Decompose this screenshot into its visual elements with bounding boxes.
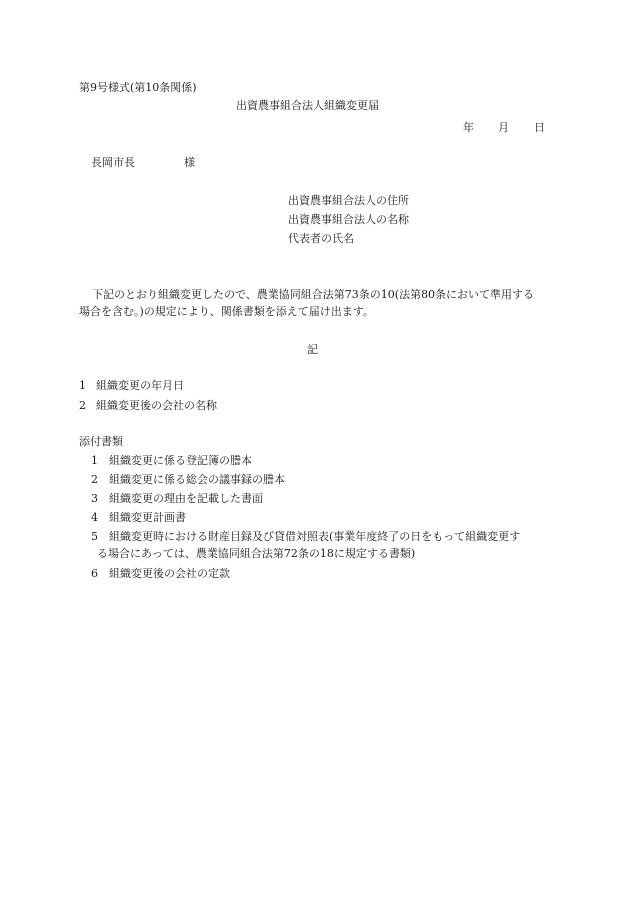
list-item <box>91 491 263 507</box>
item-text: 組織変更の年月日 <box>96 379 184 392</box>
date-day: 日 <box>534 121 545 134</box>
item-text: 組織変更後の会社の名称 <box>96 399 217 412</box>
attachments-heading: 添付書類 <box>79 435 123 448</box>
attachment-number: 5 <box>91 530 98 543</box>
representative-label: 代表者の氏名 <box>288 232 354 245</box>
attachment-text: 組織変更の理由を記載した書面 <box>109 492 263 505</box>
ki-heading: 記 <box>307 343 318 356</box>
attachment-text: 組織変更後の会社の定款 <box>109 567 230 580</box>
attachment-number: 1 <box>91 454 98 467</box>
attachment-continuation: る場合にあっては、農業協同組合法第72条の18に規定する書類) <box>97 547 416 560</box>
document-title: 出資農事組合法人組織変更届 <box>236 99 379 112</box>
list-item <box>91 529 520 545</box>
attachment-text: 組織変更に係る登記簿の謄本 <box>109 454 252 467</box>
form-label: 第9号様式(第10条関係) <box>79 81 197 94</box>
applicant-name-label: 出資農事組合法人の名称 <box>288 213 409 226</box>
addressee-name: 長岡市長 <box>91 156 135 169</box>
attachment-number: 4 <box>91 511 98 524</box>
list-item <box>91 566 230 582</box>
item-number: 1 <box>79 379 86 392</box>
list-item <box>79 398 217 414</box>
applicant-address-label: 出資農事組合法人の住所 <box>288 194 409 207</box>
item-number: 2 <box>79 399 86 412</box>
attachment-text: 組織変更に係る総会の議事録の謄本 <box>109 473 285 486</box>
attachment-number: 3 <box>91 492 98 505</box>
date-month: 月 <box>498 121 509 134</box>
list-item <box>91 453 252 469</box>
addressee-honorific: 様 <box>184 156 195 169</box>
attachment-number: 2 <box>91 473 98 486</box>
attachment-number: 6 <box>91 567 98 580</box>
attachment-text: 組織変更計画書 <box>109 511 186 524</box>
attachment-text: 組織変更時における財産目録及び貸借対照表(事業年度終了の日をもって組織変更す <box>109 530 521 543</box>
list-item <box>79 378 184 394</box>
list-item <box>91 472 285 488</box>
body-line-1: 下記のとおり組織変更したので、農業協同組合法第73条の10(法第80条において準用する <box>92 288 535 301</box>
body-line-2: 場合を含む。)の規定により、関係書類を添えて届け出ます。 <box>79 305 374 318</box>
list-item <box>91 510 186 526</box>
date-year: 年 <box>463 121 474 134</box>
